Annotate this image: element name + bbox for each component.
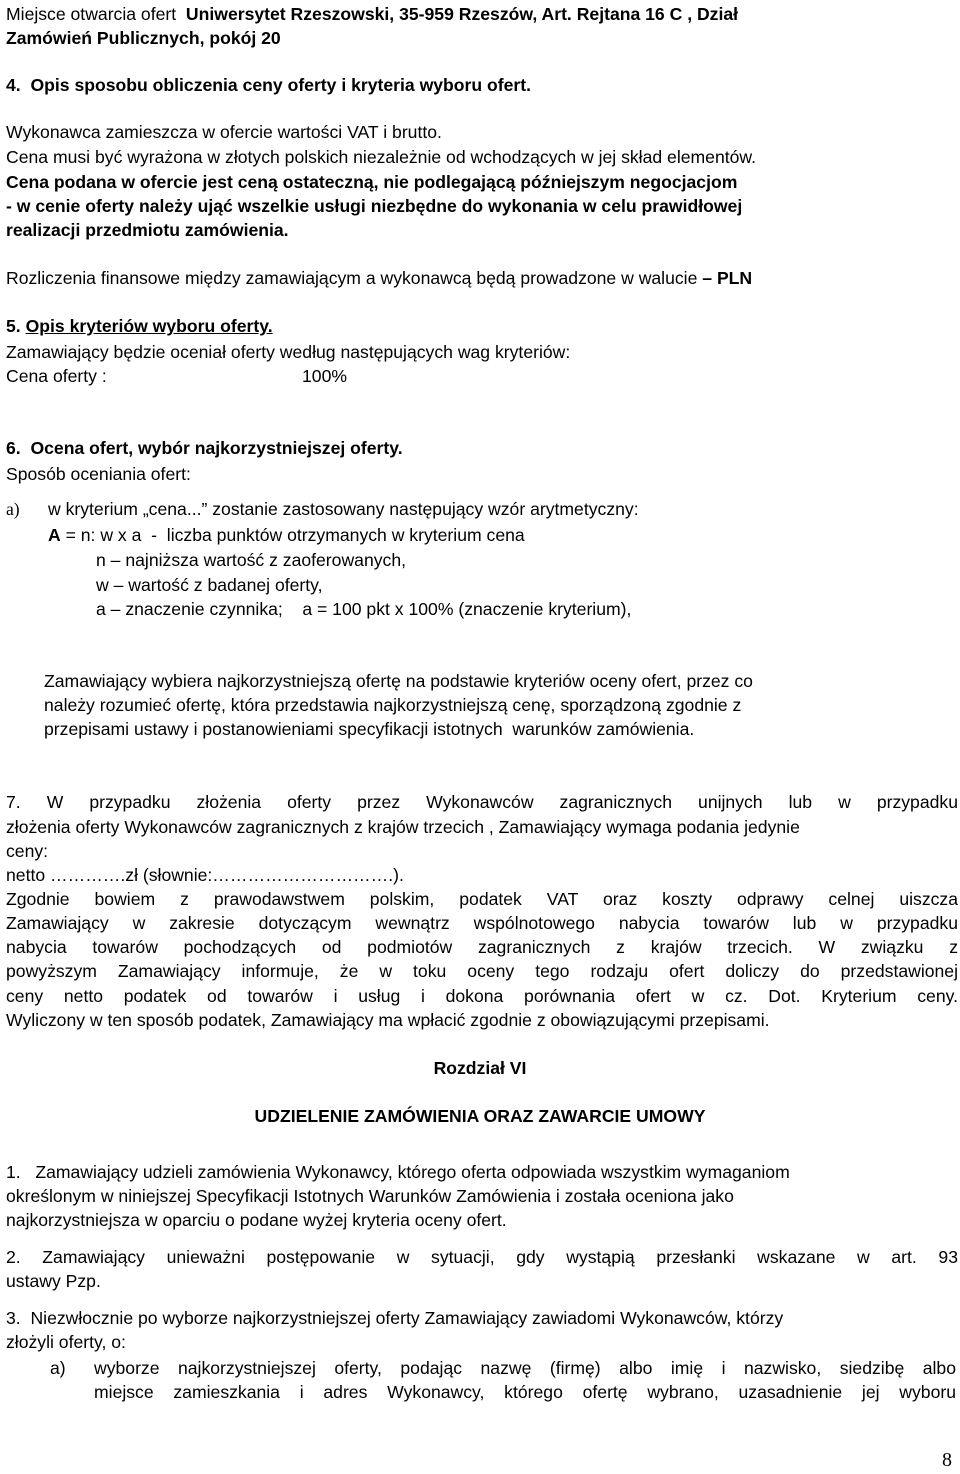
s6-paragraph-2-line-3: przepisami ustawy i postanowieniami specyfikacji istotnych warunków zamówienia. bbox=[44, 719, 695, 739]
s7-line-9: ceny netto podatek od towarów i usług i dokona porównania ofert w cz. Dot. Kryterium ceny. bbox=[6, 986, 958, 1006]
header-line-2: Zamówień Publicznych, pokój 20 bbox=[6, 28, 281, 48]
s5-criterion bbox=[6, 364, 347, 388]
s4-paragraph-2: Cena musi być wyrażona w złotych polskich niezależnie od wchodzących w jej skład elementów. bbox=[6, 147, 757, 167]
s6-paragraph-1: Sposób oceniania ofert: bbox=[6, 464, 191, 484]
s7-line-3: ceny: bbox=[6, 841, 49, 861]
formula-line-3: w – wartość z badanej oferty, bbox=[96, 575, 323, 595]
header-address: Uniwersytet Rzeszowski, 35-959 Rzeszów, Art. Rejtana 16 C , Dział bbox=[185, 4, 739, 24]
section-5-number: 5. bbox=[6, 316, 21, 336]
formula-definition: = n: w x a - liczba punktów otrzymanych w kryterium cena bbox=[60, 525, 525, 545]
c3-line-1: 3. Niezwłocznie po wyborze najkorzystniejszej oferty Zamawiający zawiadomi Wykonawców, którzy bbox=[6, 1308, 784, 1328]
formula-symbol-a: A bbox=[48, 525, 61, 545]
c3-item-a-marker: a) bbox=[50, 1358, 66, 1378]
chapter-subtitle: UDZIELENIE ZAMÓWIENIA ORAZ ZAWARCIE UMOWY bbox=[254, 1106, 706, 1126]
formula-line-2: n – najniższa wartość z zaoferowanych, bbox=[96, 550, 406, 570]
s7-line-10: Wyliczony w ten sposób podatek, Zamawiający ma wpłacić zgodnie z obowiązującymi przepisami. bbox=[6, 1010, 770, 1030]
s7-line-4: netto ………….zł (słownie:………………………….). bbox=[6, 865, 404, 885]
formula-line-4: a – znaczenie czynnika; a = 100 pkt x 100% (znaczenie kryterium), bbox=[96, 599, 632, 619]
c1-line-2: określonym w niniejszej Specyfikacji Istotnych Warunków Zamówienia i została oceniona jako bbox=[6, 1186, 734, 1206]
s7-line-7: nabycia towarów pochodzących od podmiotów zagranicznych z krajów trzecich. W związku z bbox=[6, 937, 958, 957]
s7-line-5: Zgodnie bowiem z prawodawstwem polskim, podatek VAT oraz koszty odprawy celnej uiszcza bbox=[6, 889, 958, 909]
s4-currency-line bbox=[6, 266, 752, 290]
s4-paragraph-3-line-3: realizacji przedmiotu zamówienia. bbox=[6, 220, 289, 240]
item-a-text: w kryterium „cena...” zostanie zastosowany następujący wzór arytmetyczny: bbox=[48, 499, 639, 519]
section-6-heading: 6. Ocena ofert, wybór najkorzystniejszej oferty. bbox=[6, 438, 403, 458]
criterion-label: Cena oferty : bbox=[6, 366, 107, 386]
c3-item-a-line-1: wyborze najkorzystniejszej oferty, podając nazwę (firmę) albo imię i nazwisko, siedzibę albo bbox=[94, 1358, 956, 1378]
s7-line-2: złożenia oferty Wykonawców zagranicznych z krajów trzecich , Zamawiający wymaga podania jedynie bbox=[6, 817, 800, 837]
header-line-1 bbox=[6, 2, 738, 26]
c2-line-1: 2. Zamawiający unieważni postępowanie w sytuacji, gdy wystąpią przesłanki wskazane w art. 93 bbox=[6, 1247, 958, 1267]
item-a-marker: a) bbox=[6, 499, 20, 519]
s6-paragraph-2-line-2: należy rozumieć ofertę, która przedstawia najkorzystniejszą cenę, sporządzoną zgodnie z bbox=[44, 695, 742, 715]
c3-line-2: złożyli oferty, o: bbox=[6, 1332, 126, 1352]
s7-line-6: Zamawiający w zakresie dotyczącym wewnątrz wspólnotowego nabycia towarów lub w przypadku bbox=[6, 913, 958, 933]
c1-line-3: najkorzystniejsza w oparciu o podane wyżej kryteria oceny ofert. bbox=[6, 1210, 507, 1230]
formula-line-1 bbox=[48, 523, 525, 547]
s6-paragraph-2-line-1: Zamawiający wybiera najkorzystniejszą ofertę na podstawie kryteriów oceny ofert, przez co bbox=[44, 671, 753, 691]
s5-paragraph-1: Zamawiający będzie oceniał oferty według następujących wag kryteriów: bbox=[6, 342, 571, 362]
s7-line-8: powyższym Zamawiający informuje, że w toku oceny tego rodzaju ofert doliczy do przedstawionej bbox=[6, 961, 958, 981]
section-4-heading: 4. Opis sposobu obliczenia ceny oferty i kryteria wyboru ofert. bbox=[6, 75, 532, 95]
c3-item-a-line-2: miejsce zamieszkania i adres Wykonawcy, którego ofertę wybrano, uzasadnienie jej wyboru bbox=[94, 1382, 956, 1402]
currency-code: – PLN bbox=[702, 268, 753, 288]
s4-currency-text: Rozliczenia finansowe między zamawiającym a wykonawcą będą prowadzone w walucie bbox=[6, 268, 698, 288]
c2-line-2: ustawy Pzp. bbox=[6, 1271, 101, 1291]
section-5-heading bbox=[6, 314, 273, 338]
s4-paragraph-1: Wykonawca zamieszcza w ofercie wartości VAT i brutto. bbox=[6, 122, 442, 142]
criterion-weight: 100% bbox=[302, 366, 347, 386]
s6-item-a bbox=[6, 497, 639, 521]
s4-paragraph-3-line-1: Cena podana w ofercie jest ceną ostateczną, nie podlegającą późniejszym negocjacjom bbox=[6, 172, 738, 192]
s7-line-1: 7. W przypadku złożenia oferty przez Wykonawców zagranicznych unijnych lub w przypadku bbox=[6, 792, 958, 812]
chapter-title: Rozdział VI bbox=[433, 1058, 527, 1078]
s4-paragraph-3-line-2: - w cenie oferty należy ująć wszelkie usługi niezbędne do wykonania w celu prawidłowej bbox=[6, 196, 743, 216]
c1-line-1: 1. Zamawiający udzieli zamówienia Wykonawcy, którego oferta odpowiada wszystkim wymaganiom bbox=[6, 1162, 790, 1182]
header-label: Miejsce otwarcia ofert bbox=[6, 4, 177, 24]
page-number: 8 bbox=[942, 1449, 952, 1471]
section-5-title: Opis kryteriów wyboru oferty. bbox=[25, 316, 273, 336]
